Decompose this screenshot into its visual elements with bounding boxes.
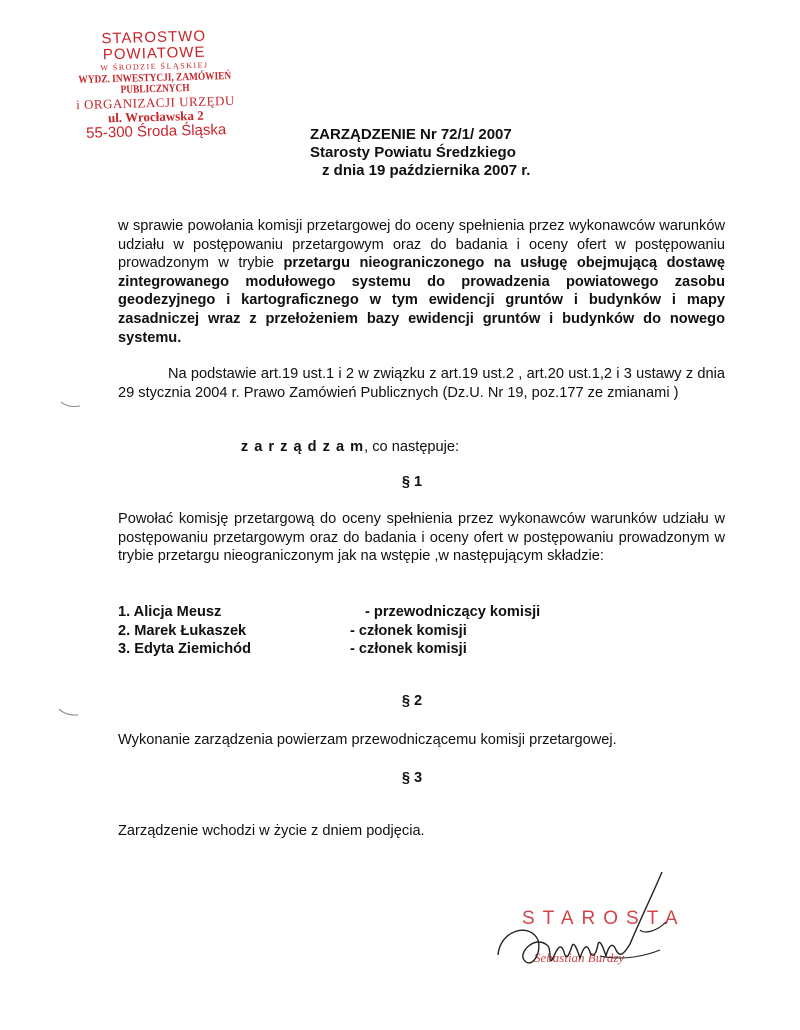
- handwritten-signature: [490, 860, 690, 990]
- legal-basis-paragraph: Na podstawie art.19 ust.1 i 2 w związku z art.19 ust.2 , art.20 ust.1,2 i 3 ustawy z dnia 29 stycznia 2004 r. Prawo Zamówień Publicznych (Dz.U. Nr 19, poz.177 ze zmianami ): [118, 366, 725, 401]
- margin-tick-icon: [60, 399, 82, 409]
- signature-stamp-title: STAROSTA: [522, 908, 686, 929]
- stamp-line-4: i ORGANIZACJI URZĘDU: [75, 92, 236, 113]
- section-1-heading: § 1: [401, 474, 423, 490]
- committee-members: [118, 603, 618, 659]
- member-role: - przewodniczący komisji: [365, 604, 541, 620]
- member-name: 1. Alicja Meusz: [118, 604, 222, 620]
- order-bold: z a r z ą d z a m: [240, 439, 365, 455]
- section-3-heading: § 3: [401, 770, 423, 786]
- stamp-line-1: STAROSTWO POWIATOWE: [101, 27, 207, 64]
- stamp-line-3: WYDZ. INWESTYCJI, ZAMÓWIEŃ PUBLICZNYCH: [78, 69, 232, 97]
- section-2-heading: § 2: [401, 693, 423, 709]
- subject-normal-text: w sprawie powołania komisji przetargowej do oceny spełnienia przez wykonawców warunków udziału w postępowaniu przetargowym oraz do badania i oceny ofert w postępowaniu prowadzonym w trybie: [118, 218, 725, 272]
- member-name: 2. Marek Łukaszek: [118, 622, 247, 639]
- member-row: [118, 640, 618, 659]
- stamp-line-6: 55-300 Środa Śląska: [85, 121, 227, 143]
- member-role: - członek komisji: [350, 641, 467, 657]
- stamp-line-5: ul. Wrocławska 2: [107, 107, 204, 125]
- office-stamp: [49, 27, 262, 142]
- document-date: z dnia 19 października 2007 r.: [322, 162, 531, 179]
- subject-paragraph: [118, 217, 725, 347]
- member-name: 3. Edyta Ziemichód: [118, 641, 251, 657]
- member-row: [118, 603, 618, 622]
- subject-bold-text: przetargu nieograniczonego na usługę obejmującą dostawę zintegrowanego modułowego systemu do prowadzenia powiatowego zasobu geodezyjnego i kartograficznego w tym ewidencji gruntów i budynków i mapy zasadniczej wraz z przełożeniem bazy ewidencji gruntów i budynków do nowego systemu.: [118, 255, 725, 346]
- section-1-text: Powołać komisję przetargową do oceny spełnienia przez wykonawców warunków udziału w postępowaniu przetargowym oraz do badania i oceny ofert w postępowaniu prowadzonym w trybie przetargu nieograniczonym jak na wstępie ,w następującym składzie:: [118, 511, 725, 565]
- margin-mark: [60, 398, 82, 412]
- order-rest: , co następuje:: [364, 439, 460, 455]
- document-header: [310, 126, 530, 180]
- section-3-text: Zarządzenie wchodzi w życie z dniem podjęcia.: [118, 823, 425, 839]
- signature-area: [490, 860, 690, 990]
- stamp-line-2: W ŚRODZIE ŚLĄSKIEJ: [100, 60, 209, 72]
- section-2-text: Wykonanie zarządzenia powierzam przewodniczącemu komisji przetargowej.: [118, 732, 617, 748]
- member-row: [118, 622, 618, 641]
- member-role: - członek komisji: [350, 622, 467, 639]
- signature-stamp-name: Sebastian Burdzy: [534, 950, 625, 965]
- order-line: [0, 439, 750, 455]
- document-issuer: Starosty Powiatu Średzkiego: [310, 144, 516, 161]
- document-title: ZARZĄDZENIE Nr 72/1/ 2007: [310, 126, 512, 143]
